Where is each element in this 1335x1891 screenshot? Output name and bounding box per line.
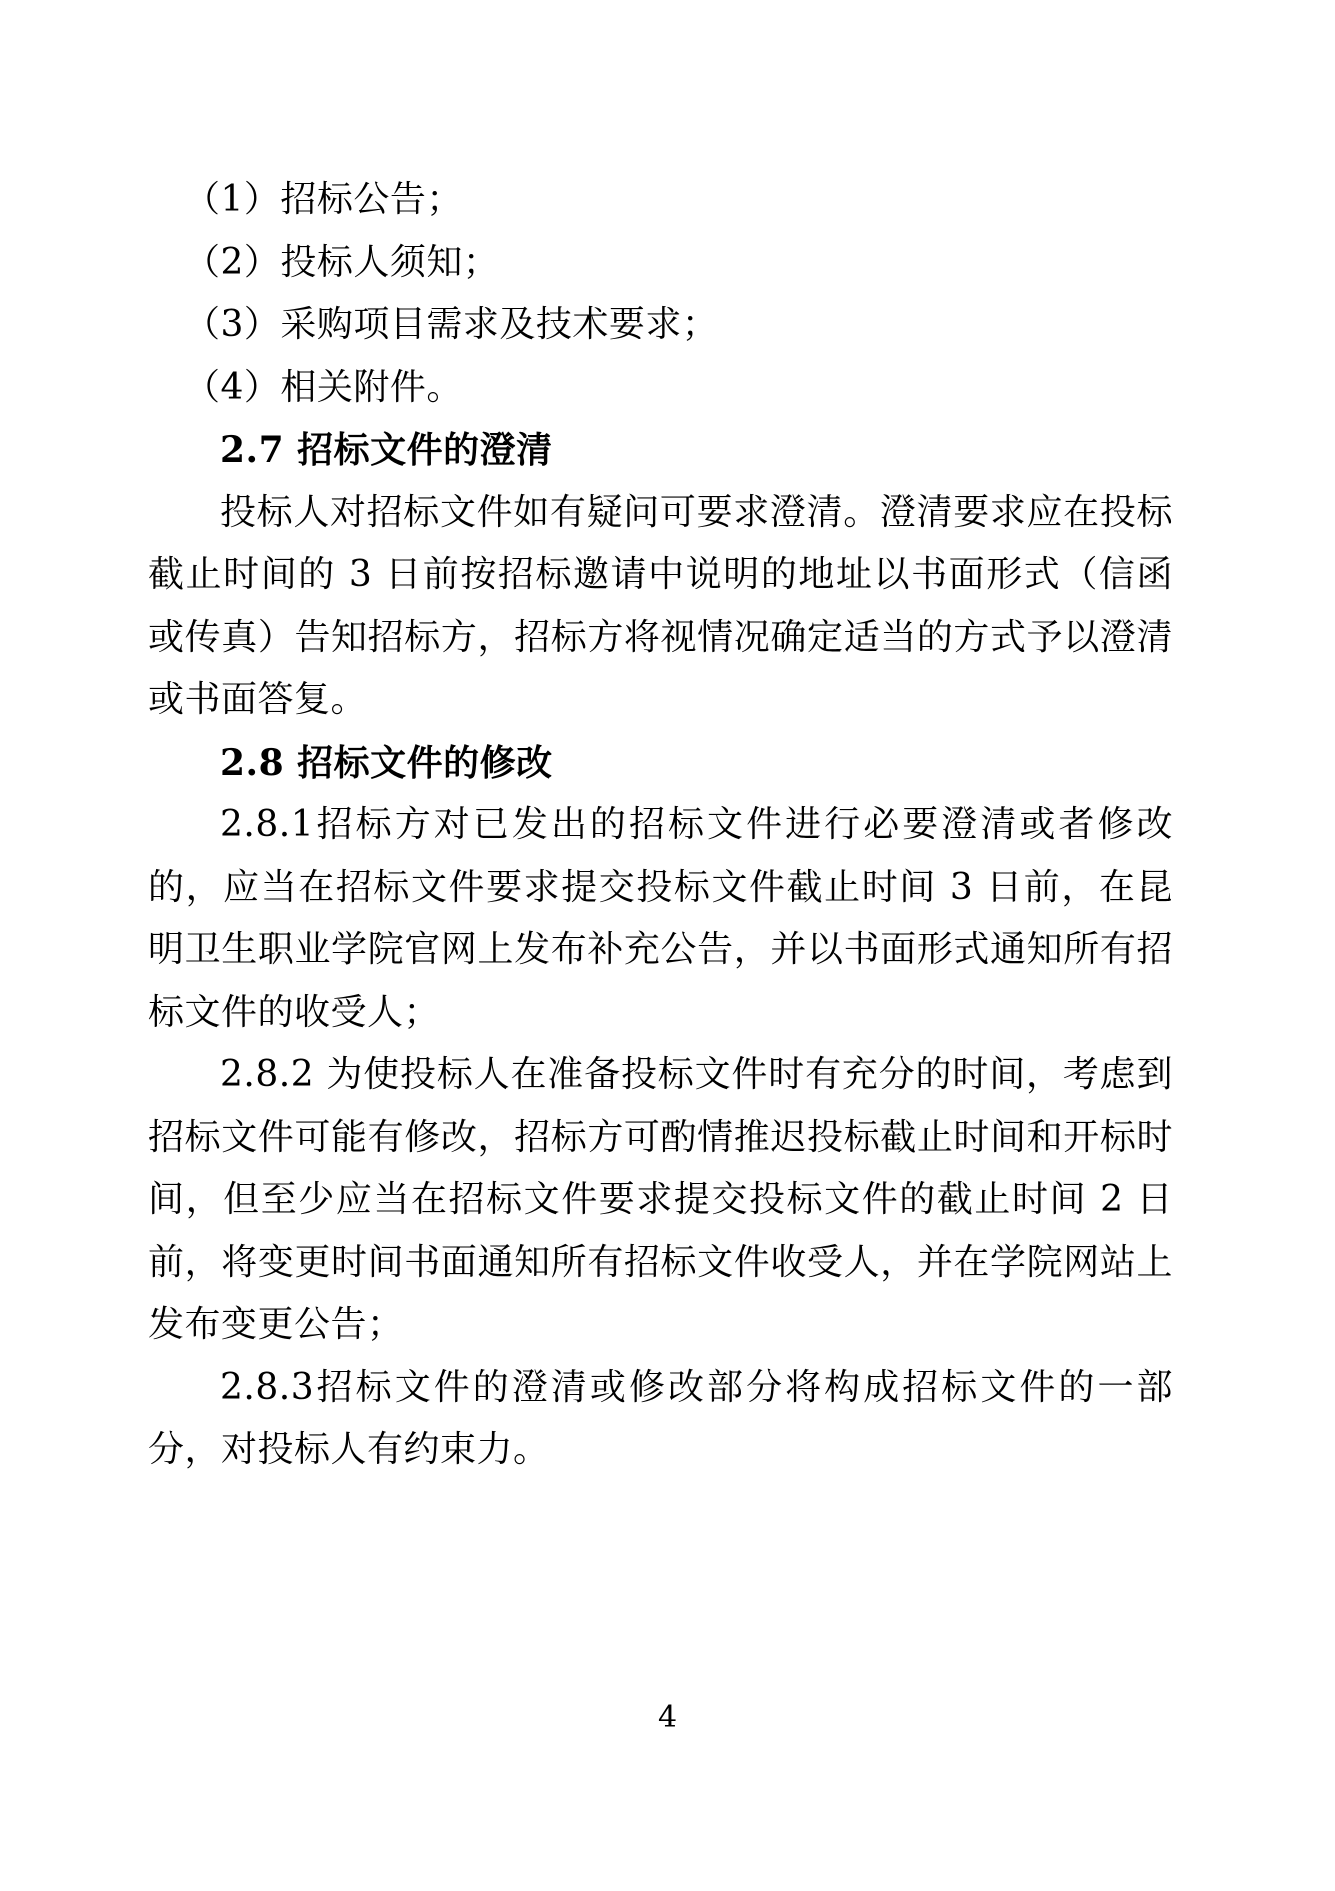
- section-heading: 2.8 招标文件的修改: [220, 741, 553, 784]
- list-item: （1）招标公告；: [184, 179, 463, 220]
- section-heading: 2.7 招标文件的澄清: [220, 429, 553, 471]
- page-number: 4: [657, 1700, 678, 1735]
- paragraph: 2.8.2 为使投标人在准备投标文件时有充分的时间，考虑到招标文件可能有修改，招标方可酌情推迟投标截止时间和开标时间，但至少应当在招标文件要求提交投标文件的截止时间 2 日前，将变更时间书面通知所有招标文件收受人，并在学院网站上发布变更公告；: [148, 1054, 1173, 1345]
- paragraph: 2.8.1招标方对已发出的招标文件进行必要澄清或者修改的，应当在招标文件要求提交投标文件截止时间 3 日前，在昆明卫生职业学院官网上发布补充公告，并以书面形式通知所有招标文件的收受人；: [148, 804, 1173, 1033]
- list-item: （3）采购项目需求及技术要求；: [184, 304, 719, 345]
- page-footer: [0, 1698, 1335, 1738]
- paragraph: 2.8.3招标文件的澄清或修改部分将构成招标文件的一部分，对投标人有约束力。: [148, 1366, 1173, 1470]
- list-item: （2）投标人须知；: [184, 241, 500, 283]
- document-body: [148, 169, 1173, 1482]
- paragraph: 投标人对招标文件如有疑问可要求澄清。澄清要求应在投标截止时间的 3 日前按招标邀请中说明的地址以书面形式（信函或传真）告知招标方，招标方将视情况确定适当的方式予以澄清或书面答复。: [148, 491, 1173, 720]
- list-item: （4）相关附件。: [184, 366, 463, 408]
